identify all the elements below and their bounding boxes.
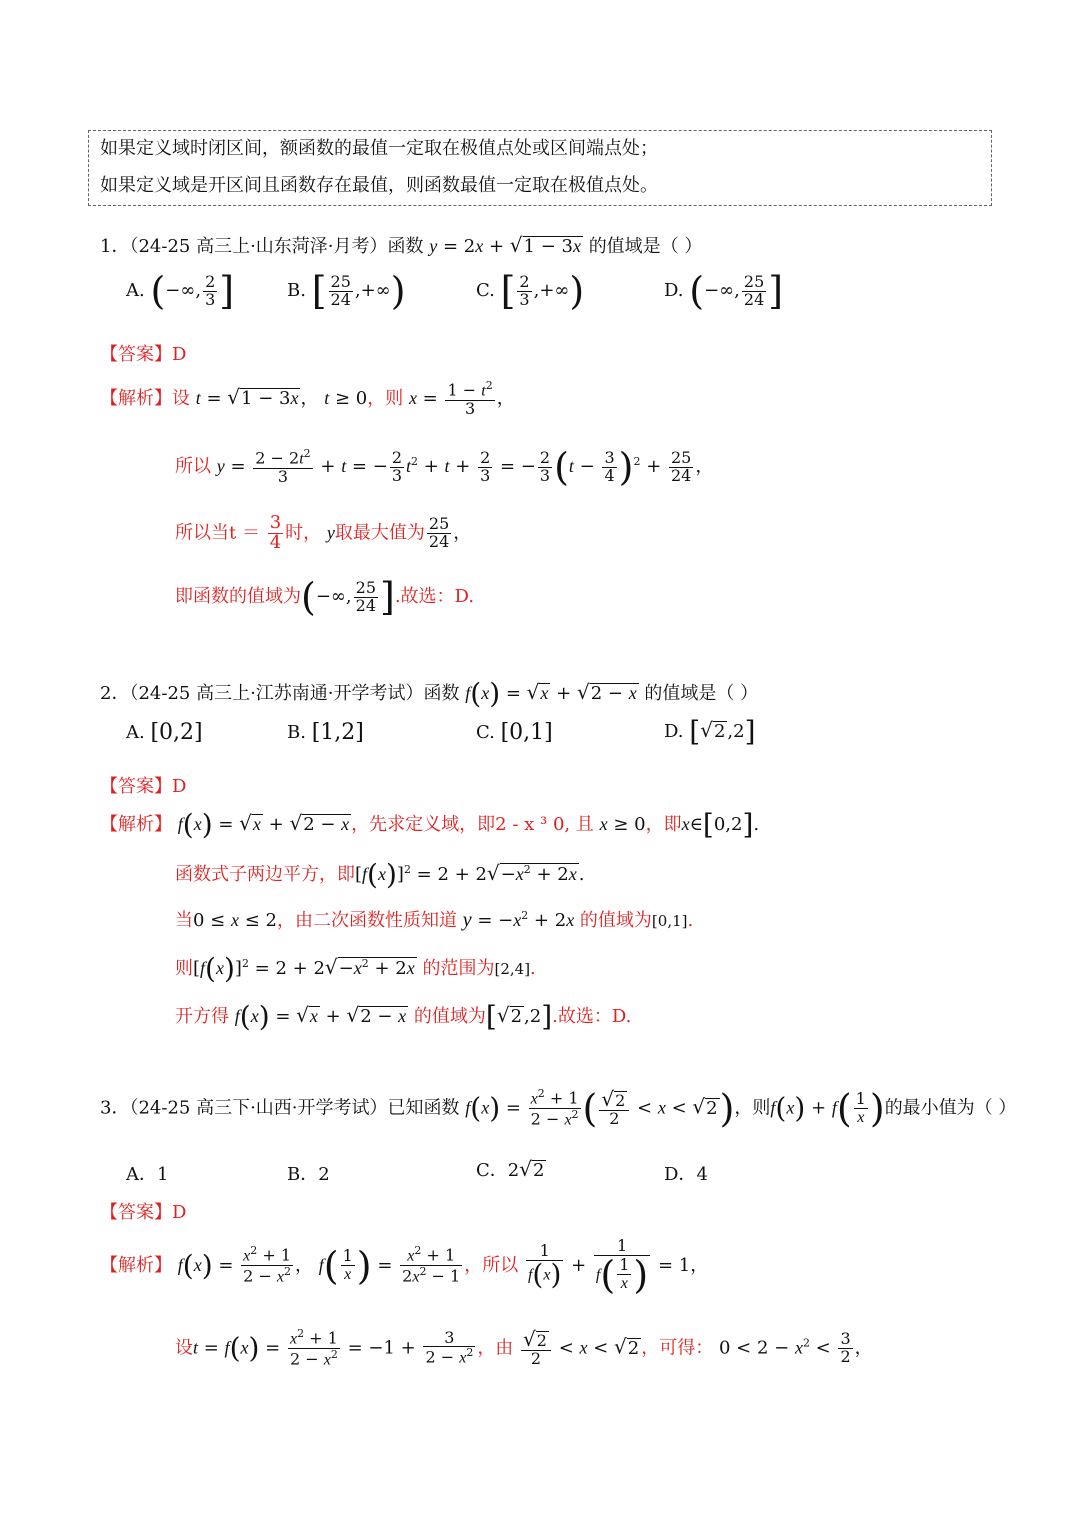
q2-solution-line-5: 开方得 f(x) = √x + √2 − x 的值域为[√2 ,2].故选：D. <box>175 1000 632 1033</box>
q3-option-d: D．4 <box>664 1164 708 1185</box>
q2-solution-line-1: 【解析】 f(x) = √x + √2 − x ，先求定义域，即2 - x ³ 0, 且 x ≥ 0，即x∈[0,2]. <box>100 808 760 841</box>
q3-option-a: A．1 <box>126 1164 169 1185</box>
q3-solution-line-2: 设t = f(x) = $\frac{x^2 + 1}{2 - x^2}$ = −1 + $\frac{3}{2 - x^2}$ ，由 $\frac{√2}{2}$ < x < √2 ，可得： $0 < 2 - x^2$ < $\frac{3}{2}$ ， <box>175 1327 873 1369</box>
note-line-1: 如果定义域时闭区间，额函数的最值一定取在极值点处或区间端点处； <box>100 138 658 159</box>
q1-option-d: D. (−∞, $\frac{25}{24}$ ] <box>664 269 784 313</box>
q2-solution-line-3: 当0 ≤ x ≤ 2，由二次函数性质知道 $y = -x^2 + 2x$ 的值域为[0,1]. <box>175 909 694 931</box>
q3-option-b: B．2 <box>287 1164 330 1185</box>
q2-answer: 【答案】D <box>100 776 187 797</box>
q2-option-d: D. [√2 ,2] <box>664 715 756 748</box>
q1-solution-line-1: 【解析】设 t = √1 − 3x ， t ≥ 0，则 x = $\frac{1 - t^2}{3}$ ， <box>100 379 515 419</box>
q2-option-c: C. [0,1] <box>476 720 553 745</box>
note-line-2: 如果定义域是开区间且函数存在最值，则函数最值一定取在极值点处。 <box>100 175 658 196</box>
q3-option-c: C．2√2 <box>476 1157 545 1181</box>
q1-option-b: B. [ $\frac{25}{24}$ ,+∞) <box>287 269 406 313</box>
q2-option-a: A. [0,2] <box>126 720 203 745</box>
q2-option-b: B. [1,2] <box>287 720 364 745</box>
q1-stem: 1．（24-25 高三上·山东菏泽·月考）函数 y = 2x + √1 − 3x 的值域是（ ） <box>100 233 703 257</box>
q2-solution-line-4: 则$[f(x)]^2 = 2 + 2√-x^2 + 2x$ 的范围为[2,4]. <box>175 952 536 985</box>
q1-option-a: A. (−∞, $\frac{2}{3}$ ] <box>126 269 235 313</box>
q1-answer: 【答案】D <box>100 344 187 365</box>
q3-stem: 3．（24-25 高三下·山西·开学考试）已知函数 f(x) = $\frac{x^2 + 1}{2 - x^2}$ ( $\frac{√2}{2}$ < x < √2)，则f(x) + f( $\frac{1}{x}$ )的最小值为（ ） <box>100 1086 1017 1131</box>
q1-option-c: C. [ $\frac{2}{3}$ ,+∞) <box>476 269 585 313</box>
q1-solution-line-2: 所以 y = $\frac{2 - 2t^2}{3}$ + t = − $\frac{2}{3}$ $t^2 + t$ + $\frac{2}{3}$ = − $\frac{2}{3}$ (t − $\frac{3}{4}$ )$^2$ + $\frac{25}{24}$ ， <box>175 445 714 489</box>
q1-solution-line-3: 所以当t ＝ $\frac{3}{4}$ 时， y取最大值为 $\frac{25}{24}$ ， <box>175 512 472 553</box>
q2-stem: 2．（24-25 高三上·江苏南通·开学考试）函数 f(x) = √x + √2 − x 的值域是（ ） <box>100 677 759 710</box>
q2-solution-line-2: 函数式子两边平方，即$[f(x)]^2 = 2 + 2√-x^2 + 2x$ . <box>175 858 585 891</box>
q3-answer: 【答案】D <box>100 1202 187 1223</box>
q3-solution-line-1: 【解析】 f(x) = $\frac{x^2 + 1}{2 - x^2}$ ， f( $\frac{1}{x}$ ) = $\frac{x^2 + 1}{2x^2 - 1}$ ，所以 $\frac{1}{f(x)}$ + 1 f( $\frac{1}{x}$ ) = 1， <box>100 1236 709 1297</box>
q1-solution-line-4: 即函数的值域为(−∞, $\frac{25}{24}$ ].故选：D. <box>175 575 475 619</box>
